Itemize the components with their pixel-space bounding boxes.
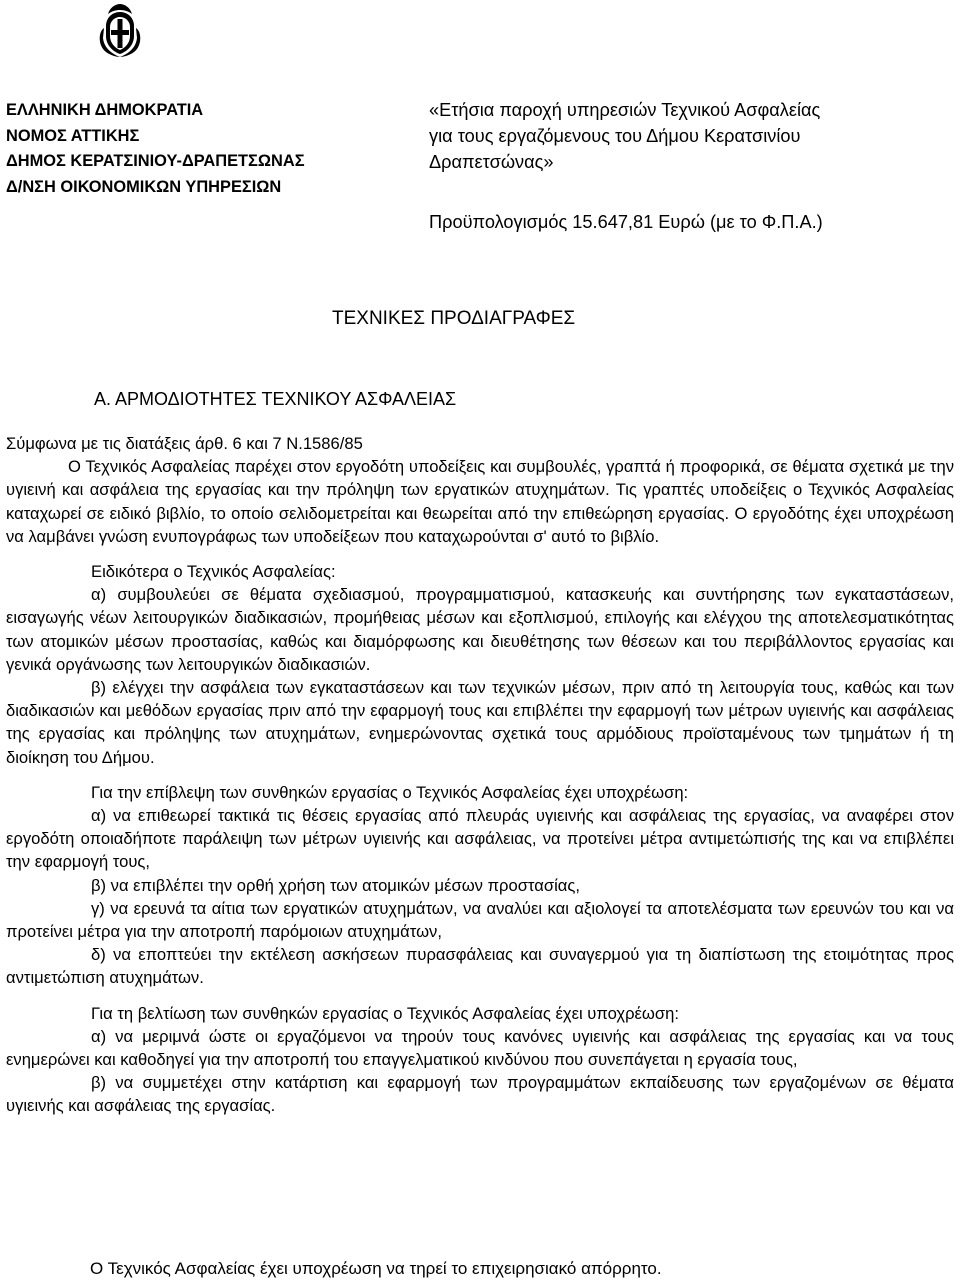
paragraph: Για τη βελτίωση των συνθηκών εργασίας ο Τεχνικός Ασφαλείας έχει υποχρέωση: — [91, 1003, 679, 1023]
document-body — [6, 432, 954, 1118]
project-block — [429, 98, 823, 232]
paragraph: Ο Τεχνικός Ασφαλείας παρέχει στον εργοδότη υποδείξεις και συμβουλές, γραπτά ή προφορικά, σε θέματα σχετικά με την υγιεινή και ασφάλεια της εργασίας και την πρόληψη των εργατικών ατυχημάτων. Τις γραπτές υποδείξεις ο Τεχνικός Ασφαλείας καταχωρεί σε ειδικό βιβλίο, το οποίο σελιδομετρείται και θεωρείται από την επιθεώρηση εργασίας. Ο εργοδότης έχει υποχρέωση να λαμβάνει γνώση ενυπογράφως των υποδείξεων που καταχωρούνται σ' αυτό το βιβλίο. — [6, 457, 954, 546]
project-title-line: για τους εργαζόμενους του Δήμου Κερατσινίου — [429, 125, 801, 146]
issuer-line: ΔΗΜΟΣ ΚΕΡΑΤΣΙΝΙΟΥ-ΔΡΑΠΕΤΣΩΝΑΣ — [6, 152, 305, 170]
paragraph: β) να συμμετέχει στην κατάρτιση και εφαρμογή των προγραμμάτων εκπαίδευσης των εργαζομένων σε θέματα υγιεινής και ασφάλειας της εργασίας. — [6, 1073, 954, 1116]
section-heading: Α. ΑΡΜΟΔΙΟΤΗΤΕΣ ΤΕΧΝΙΚΟΥ ΑΣΦΑΛΕΙΑΣ — [94, 389, 457, 409]
closing-line: Ο Τεχνικός Ασφαλείας έχει υποχρέωση να τηρεί το επιχειρησιακό απόρρητο. — [90, 1259, 662, 1278]
issuer-line: ΕΛΛΗΝΙΚΗ ΔΗΜΟΚΡΑΤΙΑ — [6, 101, 204, 119]
document-title: ΤΕΧΝΙΚΕΣ ΠΡΟΔΙΑΓΡΑΦΕΣ — [332, 308, 576, 329]
issuer-block — [6, 98, 305, 200]
budget-line: Προϋπολογισμός 15.647,81 Ευρώ (με το Φ.Π.Α.) — [429, 212, 823, 232]
greek-coat-of-arms-icon — [94, 2, 146, 58]
issuer-line: Δ/ΝΣΗ ΟΙΚΟΝΟΜΙΚΩΝ ΥΠΗΡΕΣΙΩΝ — [6, 177, 282, 196]
paragraph: α) να επιθεωρεί τακτικά τις θέσεις εργασίας από πλευράς υγιεινής και ασφάλειας της εργασίας, να αναφέρει στον εργοδότη οποιαδήποτε παράλειψη των μέτρων υγιεινής και ασφάλειας, να προτείνει μέτρα αντιμετώπισής της και να επιβλέπει την εφαρμογή τους, — [6, 806, 954, 872]
project-title-line: «Ετήσια παροχή υπηρεσιών Τεχνικού Ασφαλείας — [429, 100, 821, 120]
paragraph: Για την επίβλεψη των συνθηκών εργασίας ο Τεχνικός Ασφαλείας έχει υποχρέωση: — [91, 782, 689, 802]
paragraph: β) ελέγχει την ασφάλεια των εγκαταστάσεων και των τεχνικών μέσων, πριν από τη λειτουργία τους, καθώς και των διαδικασιών και μεθόδων εργασίας πριν από την εφαρμογή τους και επιβλέπει την εφαρμογή των μέτρων υγιεινής και ασφάλειας της εργασίας και πρόληψης των ατυχημάτων, ενημερώνοντας σχετικά τους αρμόδιους προϊσταμένους των τμημάτων ή τη διοίκηση του Δήμου. — [6, 678, 954, 767]
paragraph: α) να μεριμνά ώστε οι εργαζόμενοι να τηρούν τους κανόνες υγιεινής και ασφάλειας της εργασίας και να τους ενημερώνει και καθοδηγεί για την αποτροπή του επαγγελματικού κινδύνου που συνεπάγεται η εργασία τους, — [6, 1026, 954, 1070]
paragraph: γ) να ερευνά τα αίτια των εργατικών ατυχημάτων, να αναλύει και αξιολογεί τα αποτελέσματα των ερευνών του και να προτείνει μέτρα για την αποτροπή παρόμοιων ατυχημάτων, — [6, 898, 954, 942]
issuer-line: ΝΟΜΟΣ ΑΤΤΙΚΗΣ — [6, 126, 140, 145]
paragraph: β) να επιβλέπει την ορθή χρήση των ατομικών μέσων προστασίας, — [91, 875, 580, 895]
paragraph: Ειδικότερα ο Τεχνικός Ασφαλείας: — [91, 562, 336, 582]
project-title-line: Δραπετσώνας» — [429, 151, 554, 172]
paragraph: δ) να εποπτεύει την εκτέλεση ασκήσεων πυρασφάλειας και συναγερμού για τη διαπίστωση της ετοιμότητας προς αντιμετώπιση ατυχημάτων. — [6, 945, 954, 988]
paragraph: Σύμφωνα με τις διατάξεις άρθ. 6 και 7 Ν.1586/85 — [6, 434, 363, 453]
paragraph: α) συμβουλεύει σε θέματα σχεδιασμού, προγραμματισμού, κατασκευής και συντήρησης των εγκαταστάσεων, εισαγωγής νέων λειτουργικών διαδικασιών, προμήθειας μέσων και εξοπλισμού, επιλογής και ελέγχου της αποτελεσματικότητας των ατομικών μέσων προστασίας, καθώς και διαμόρφωσης και διευθέτησης των θέσεων και του περιβάλλοντος εργασίας και γενικά οργάνωσης των λειτουργικών διαδικασιών. — [6, 585, 954, 674]
